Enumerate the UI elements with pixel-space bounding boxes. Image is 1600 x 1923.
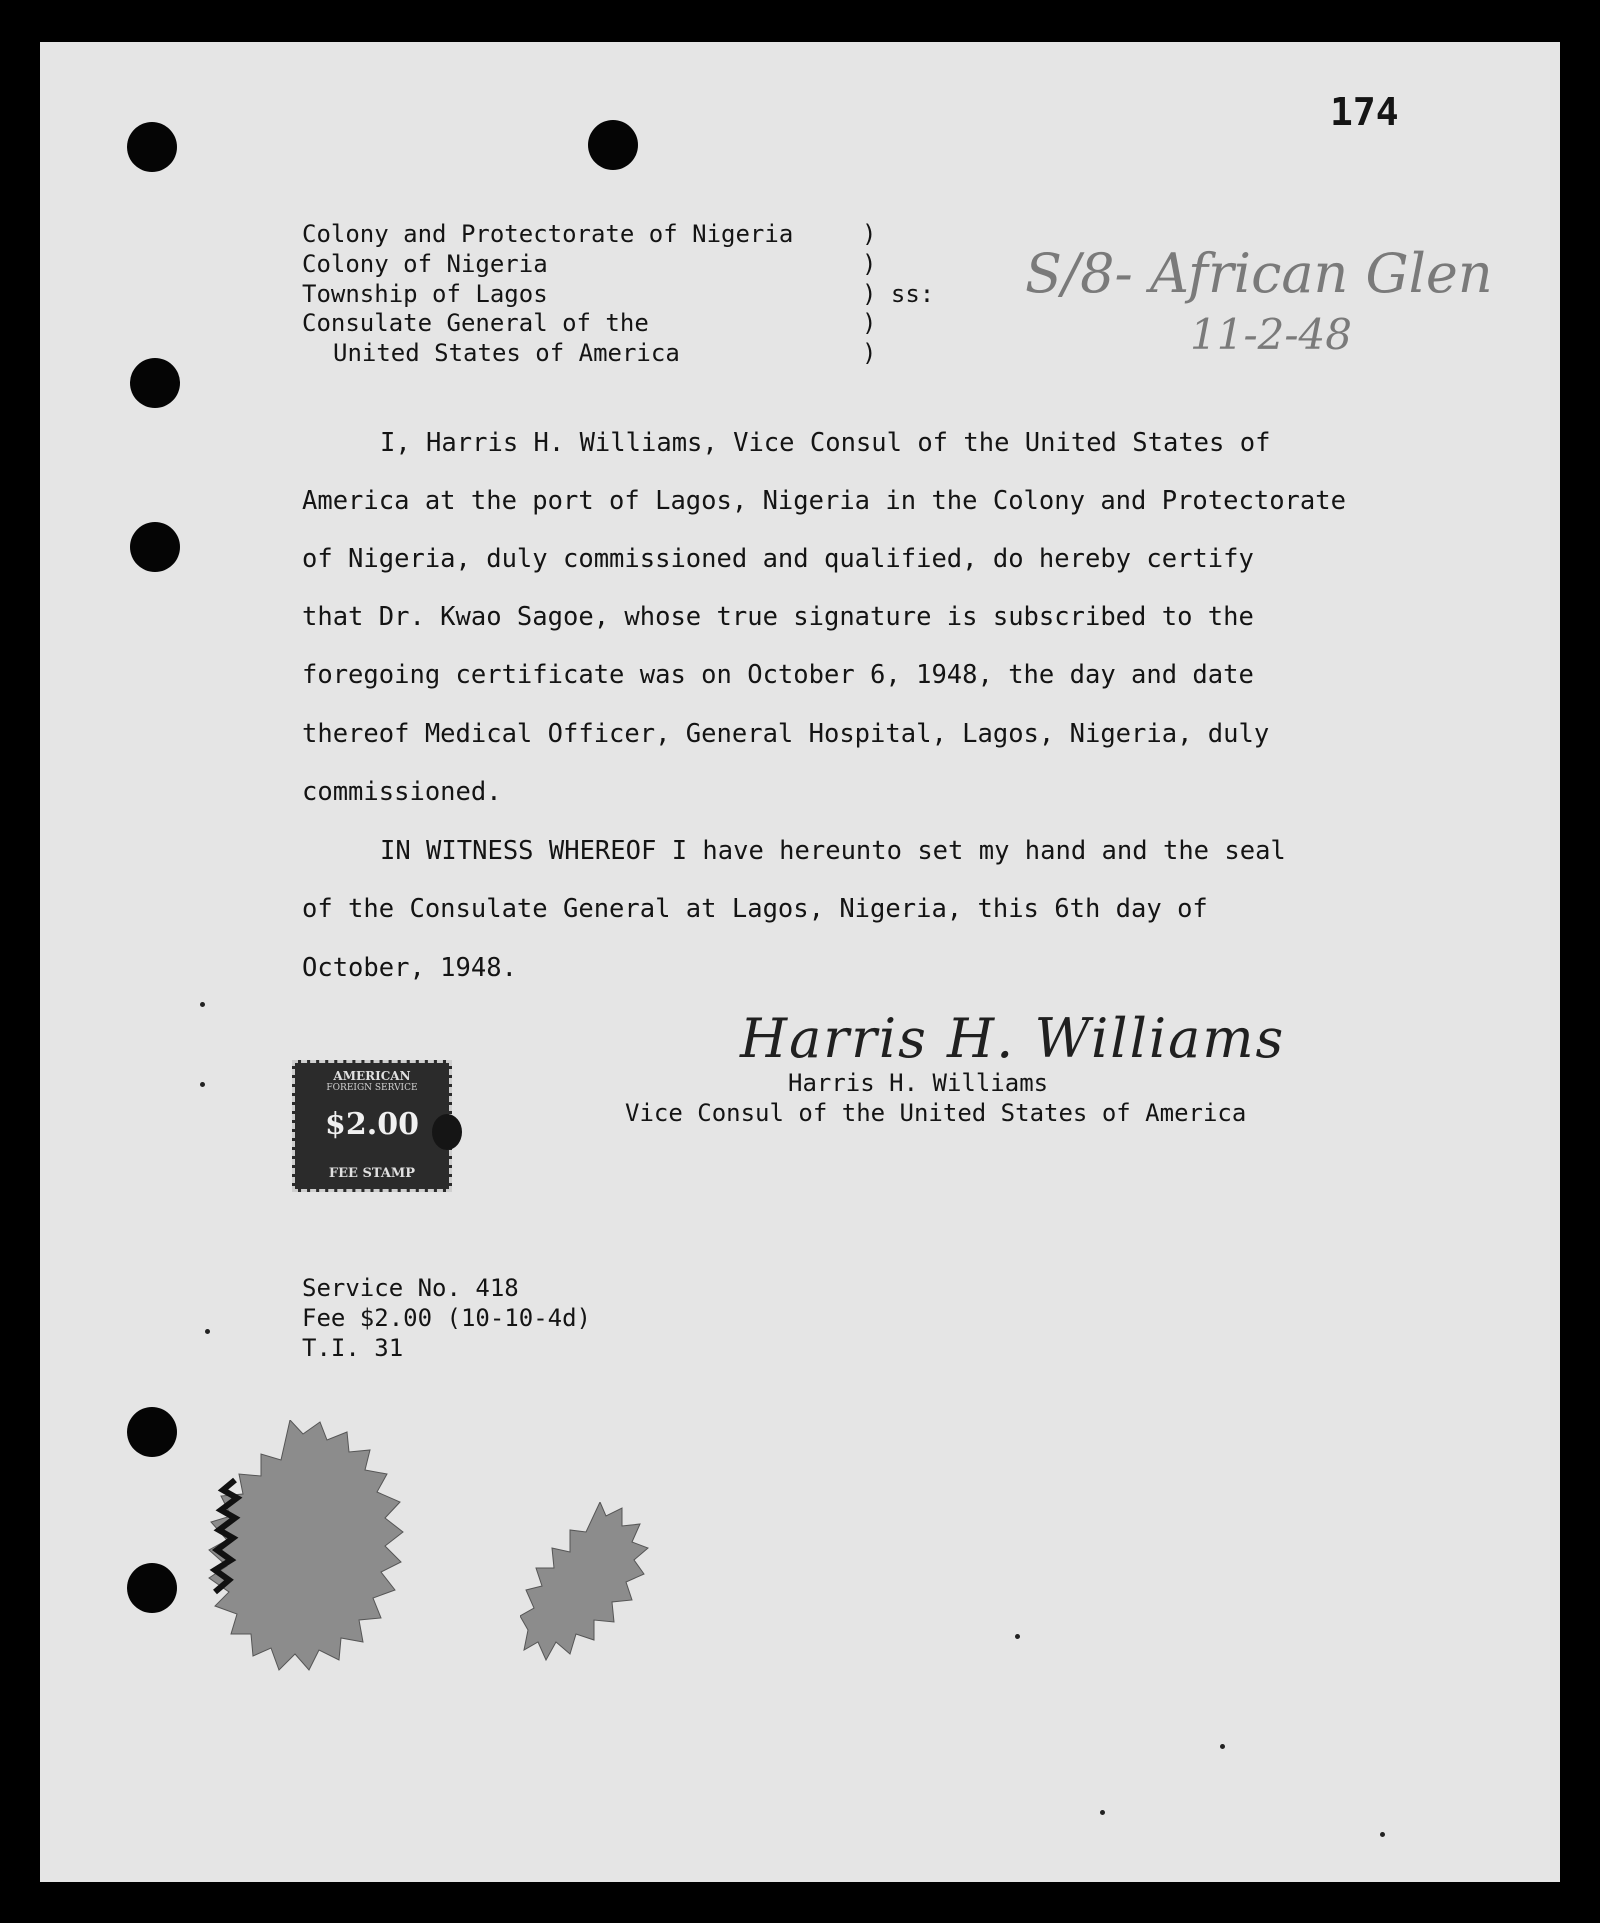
speck	[200, 1082, 205, 1087]
body-line: thereof Medical Officer, General Hospital, Lagos, Nigeria, duly	[302, 719, 1270, 749]
embossed-seal-left	[205, 1420, 425, 1700]
venue-line: Colony and Protectorate of Nigeria	[302, 220, 794, 248]
embossed-seal-right	[520, 1502, 650, 1722]
fee-stamp	[292, 1060, 452, 1192]
ti-number: T.I. 31	[302, 1334, 404, 1362]
speck	[205, 1329, 210, 1334]
body-line: I, Harris H. Williams, Vice Consul of the United States of	[380, 428, 1271, 458]
venue-bracket: )	[862, 309, 877, 337]
typed-signer-name: Harris H. Williams	[788, 1069, 1049, 1097]
punch-hole	[130, 358, 180, 408]
speck	[1015, 1634, 1020, 1639]
document-page	[40, 42, 1560, 1882]
stamp-cancel-mark	[432, 1114, 462, 1150]
body-line: America at the port of Lagos, Nigeria in the Colony and Protectorate	[302, 486, 1346, 516]
body-line: that Dr. Kwao Sagoe, whose true signature is subscribed to the	[302, 602, 1254, 632]
venue-bracket: )	[862, 339, 877, 367]
venue-line: Consulate General of the	[302, 309, 649, 337]
punch-hole	[127, 1407, 177, 1457]
body-line: of the Consulate General at Lagos, Nigeria, this 6th day of	[302, 894, 1208, 924]
speck	[1220, 1744, 1225, 1749]
page-number: 174	[1330, 90, 1399, 134]
body-line: of Nigeria, duly commissioned and qualified, do hereby certify	[302, 544, 1254, 574]
body-line: IN WITNESS WHEREOF I have hereunto set my hand and the seal	[380, 836, 1286, 866]
punch-hole	[127, 122, 177, 172]
venue-bracket: )	[862, 250, 877, 278]
body-line: October, 1948.	[302, 953, 517, 983]
handwritten-date: 11-2-48	[1190, 310, 1352, 359]
venue-line: Township of Lagos	[302, 280, 548, 308]
stamp-value: $2.00	[325, 1107, 419, 1142]
venue-line: Colony of Nigeria	[302, 250, 548, 278]
stamp-sub-text: FOREIGN SERVICE	[326, 1083, 418, 1093]
venue-bracket: ) ss:	[862, 280, 935, 308]
punch-hole	[130, 522, 180, 572]
speck	[200, 1002, 205, 1007]
service-number: Service No. 418	[302, 1274, 519, 1302]
venue-line: United States of America	[333, 339, 680, 367]
punch-hole	[588, 120, 638, 170]
punch-hole	[127, 1563, 177, 1613]
signer-title: Vice Consul of the United States of America	[625, 1099, 1247, 1127]
speck	[1380, 1832, 1385, 1837]
venue-bracket: )	[862, 220, 877, 248]
body-line: commissioned.	[302, 777, 502, 807]
stamp-bottom-text: FEE STAMP	[328, 1166, 416, 1181]
handwritten-signature: Harris H. Williams	[740, 1007, 1286, 1070]
speck	[1100, 1810, 1105, 1815]
handwritten-annotation: S/8- African Glen	[1025, 242, 1493, 305]
body-line: foregoing certificate was on October 6, 1948, the day and date	[302, 660, 1254, 690]
fee-line: Fee $2.00 (10-10-4d)	[302, 1304, 591, 1332]
stamp-top-text: AMERICAN	[333, 1069, 411, 1083]
